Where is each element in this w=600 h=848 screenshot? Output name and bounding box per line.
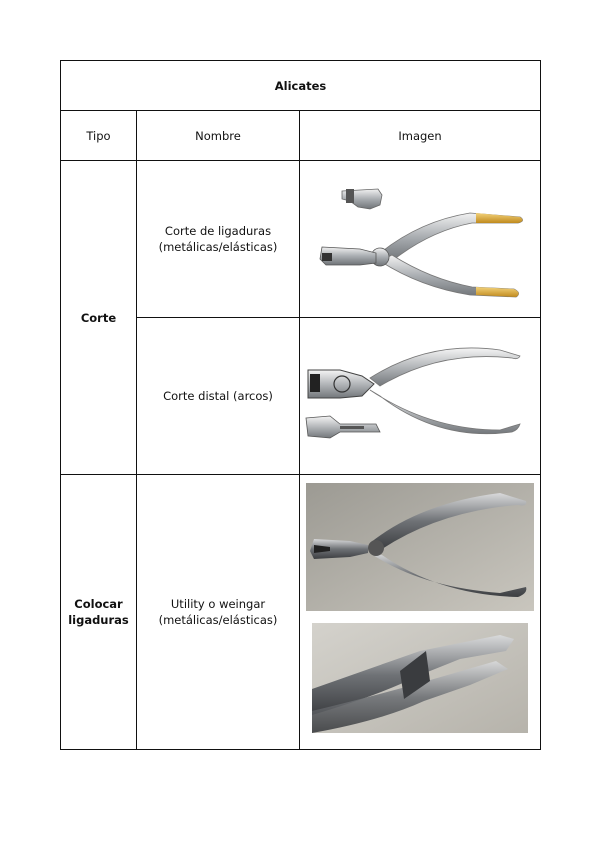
nombre-line: Corte de ligaduras — [164, 224, 272, 238]
header-nombre: Nombre — [137, 111, 300, 161]
distal-end-cutter-plier-photo — [300, 318, 541, 475]
table-title: Alicates — [61, 61, 541, 111]
tipo-colocar-ligaduras — [61, 475, 137, 750]
weingart-utility-plier-photos — [300, 475, 541, 750]
nombre-line: Corte distal (arcos) — [163, 389, 273, 403]
tipo-line: ligaduras — [68, 613, 129, 627]
header-tipo: Tipo — [61, 111, 137, 161]
nombre-line: Utility o weingar — [170, 597, 266, 611]
pliers-table — [60, 60, 541, 750]
nombre-line: (metálicas/elásticas) — [158, 240, 278, 254]
nombre-corte-distal — [137, 318, 300, 475]
tipo-corte: Corte — [61, 161, 137, 475]
nombre-line: (metálicas/elásticas) — [158, 613, 278, 627]
header-imagen: Imagen — [300, 111, 541, 161]
tipo-line: Colocar — [74, 597, 123, 611]
nombre-corte-ligaduras — [137, 161, 300, 318]
nombre-utility-weingar — [137, 475, 300, 750]
ligature-cutter-plier-photo — [300, 161, 541, 318]
